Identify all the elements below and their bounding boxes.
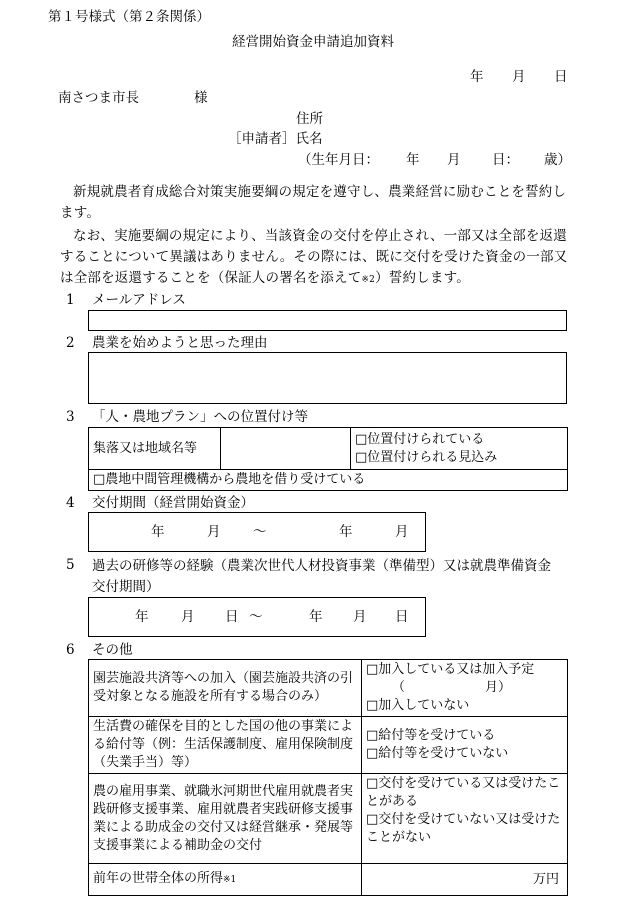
other-benefit-options: [362, 717, 568, 774]
refund-note-marker: ※2: [361, 275, 376, 285]
subsidy-option-received-label: 交付を受けている又は受けたことがある: [366, 776, 561, 809]
other-table: [88, 659, 568, 896]
refund-paragraph: [60, 226, 570, 291]
section-2-label: 農業を始めようと思った理由: [92, 335, 268, 351]
birth-month: 月: [447, 152, 461, 168]
plan-option-listed[interactable]: [355, 431, 563, 449]
section-3-label: 「人・農地プラン」への位置付け等: [92, 409, 308, 425]
checkbox-icon: [355, 450, 367, 465]
document-title: 経営開始資金申請追加資料: [232, 34, 394, 50]
section-5-label: 過去の研修等の経験（農業次世代人材投資事業（準備型）又は就農準備資金交付期間）: [92, 558, 551, 595]
income-field[interactable]: [362, 864, 568, 896]
section-6-number: 6: [66, 642, 75, 658]
village-name-field[interactable]: [221, 428, 351, 470]
benefit-option-not-receiving[interactable]: [366, 745, 563, 763]
section-4-label: 交付期間（経営開始資金）: [92, 495, 254, 511]
benefit-option-receiving[interactable]: [366, 727, 563, 745]
benefit-option-not-receiving-label: 給付等を受けていない: [378, 746, 509, 761]
income-label-cell: [89, 864, 362, 896]
insurance-join-month-open: （: [392, 680, 406, 695]
table-row: [89, 774, 568, 864]
section-3-number: 3: [66, 409, 75, 425]
checkbox-icon: [366, 662, 378, 677]
section-2-number: 2: [66, 335, 75, 351]
checkbox-icon: [366, 698, 378, 713]
section-4-number: 4: [66, 495, 75, 511]
subsidy-option-not-received[interactable]: [366, 811, 563, 847]
lease-option[interactable]: [89, 470, 568, 491]
income-unit: 万円: [532, 871, 559, 887]
refund-text-end: ）誓約します。: [375, 270, 470, 286]
training-period-tilde: ～: [249, 609, 263, 625]
table-row: [89, 864, 568, 896]
subsidy-option-received[interactable]: [366, 775, 563, 811]
training-start-month: 月: [181, 609, 195, 625]
checkbox-icon: [355, 432, 367, 447]
grant-end-month: 月: [395, 524, 409, 540]
birth-open: （生年月日：: [298, 152, 379, 168]
lease-option-label: 農地中間管理機構から農地を借り受けている: [105, 472, 366, 487]
village-label: 集落又は地域名等: [89, 428, 221, 470]
date-month: 月: [512, 69, 526, 85]
form-number: 第１号様式（第２条関係）: [48, 9, 210, 25]
date-year: 年: [470, 69, 484, 85]
insurance-join-month-close: 月）: [485, 680, 512, 695]
benefit-option-receiving-label: 給付等を受けている: [378, 728, 496, 743]
checkbox-icon: [366, 746, 378, 761]
insurance-option-not-joined-label: 加入していない: [378, 698, 470, 713]
pledge-paragraph: [60, 182, 570, 224]
subsidy-option-not-received-label: 交付を受けていない又は受けたことがない: [366, 812, 561, 845]
checkbox-icon: [93, 472, 105, 487]
table-row: [89, 660, 568, 717]
grant-start-year: 年: [151, 524, 165, 540]
grant-start-month: 月: [207, 524, 221, 540]
email-field[interactable]: [88, 310, 567, 331]
age: 歳）: [544, 152, 571, 168]
grant-period-field[interactable]: [88, 512, 426, 552]
subsidy-options: [362, 774, 568, 864]
plan-option-expected-label: 位置付けられる見込み: [367, 449, 498, 465]
training-start-day: 日: [225, 609, 239, 625]
insurance-option-not-joined[interactable]: [366, 697, 563, 715]
section-1-number: 1: [66, 292, 75, 308]
addressee-honorific: 様: [194, 90, 208, 106]
section-6-label: その他: [92, 642, 133, 658]
subsidy-label: 農の雇用事業、就職氷河期世代雇用就農者実践研修支援事業、雇用就農者実践研修支援事業による助成金の交付又は経営継承・発展等支援事業による補助金の交付: [89, 774, 362, 864]
address-label: 住所: [296, 111, 323, 127]
plan-option-expected[interactable]: [355, 449, 563, 467]
insurance-option-joined[interactable]: [366, 661, 563, 679]
applicant-name-label: ［申請者］氏名: [228, 131, 323, 147]
checkbox-icon: [366, 776, 378, 791]
birth-year: 年: [406, 152, 420, 168]
training-start-year: 年: [135, 609, 149, 625]
grant-period-tilde: ～: [253, 524, 267, 540]
training-end-year: 年: [309, 609, 323, 625]
training-end-day: 日: [395, 609, 409, 625]
pledge-text: 新規就農者育成総合対策実施要綱の規定を遵守し、農業経営に励むことを誓約します。: [60, 184, 567, 221]
reason-field[interactable]: [88, 352, 567, 404]
date-day: 日: [554, 69, 568, 85]
plan-option-listed-label: 位置付けられている: [367, 431, 485, 447]
addressee-city: 南さつま市長: [58, 90, 139, 106]
plan-options: [351, 428, 568, 470]
insurance-options: [362, 660, 568, 717]
plan-table: [88, 427, 568, 491]
training-end-month: 月: [353, 609, 367, 625]
table-row: [89, 717, 568, 774]
insurance-option-joined-label: 加入している又は加入予定: [378, 662, 535, 677]
checkbox-icon: [366, 728, 378, 743]
section-1-label: メールアドレス: [92, 292, 186, 308]
insurance-join-month[interactable]: [366, 679, 563, 697]
section-5-number: 5: [66, 557, 75, 573]
other-benefit-label: 生活費の確保を目的とした国の他の事業による給付等（例：生活保護制度、雇用保険制度（失業手当）等）: [89, 717, 362, 774]
insurance-label: 園芸施設共済等への加入（園芸施設共済の引受対象となる施設を所有する場合のみ）: [89, 660, 362, 717]
grant-end-year: 年: [339, 524, 353, 540]
checkbox-icon: [366, 812, 378, 827]
income-label: 前年の世帯全体の所得: [93, 871, 224, 886]
refund-text: なお、実施要綱の規定により、当該資金の交付を停止され、一部又は全部を返還することについて異議はありません。その際には、既に交付を受けた資金の一部又は全部を返還することを（保証人の署名を添えて: [60, 228, 568, 286]
income-note-marker: ※1: [223, 875, 237, 885]
birth-day: 日：: [492, 152, 519, 168]
training-period-field[interactable]: [88, 597, 426, 637]
